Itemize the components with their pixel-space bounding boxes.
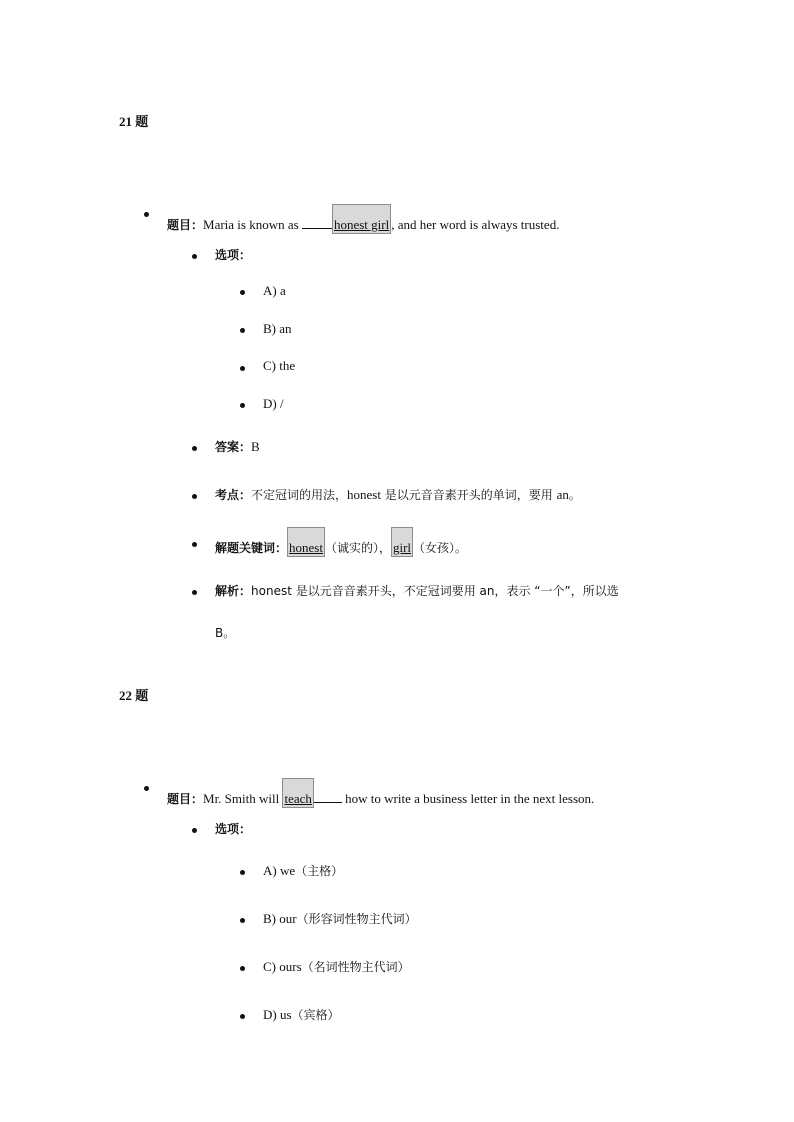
keywords-label: 解题关键词： [215, 541, 288, 555]
option-note: （宾格） [291, 1008, 340, 1022]
keywords-line [215, 527, 467, 557]
question-text-post: how to write a business letter in the next lesson. [341, 791, 595, 806]
question-text-pre: Maria is known as [203, 217, 302, 232]
question-text-post: , and her word is always trusted. [391, 217, 560, 232]
bullet [240, 328, 245, 333]
bullet [240, 366, 245, 371]
option-a [263, 862, 343, 879]
question-22-stem [167, 778, 594, 808]
bullet [240, 966, 245, 971]
option-b: B) an [263, 321, 292, 336]
question-21-stem [167, 204, 559, 234]
bullet [192, 494, 197, 499]
point-word: an [556, 487, 569, 502]
analysis-line [215, 582, 619, 599]
option-text: D) us [263, 1007, 292, 1022]
answer-value: B [251, 439, 260, 454]
point-text: 是以元音音素开头的单词，要用 [380, 488, 557, 502]
answer-label: 答案： [215, 440, 252, 454]
options-label: 选项： [215, 822, 252, 836]
question-label: 题目： [167, 792, 204, 806]
option-text: C) ours [263, 959, 302, 974]
bullet [240, 918, 245, 923]
bullet [192, 828, 197, 833]
question-label: 题目： [167, 218, 204, 232]
bullet [240, 870, 245, 875]
option-c: C) the [263, 358, 296, 373]
answer-line [215, 438, 260, 455]
option-text: A) we [263, 863, 296, 878]
option-a: A) a [263, 283, 286, 298]
option-note: （主格） [295, 864, 344, 878]
bullet [240, 1014, 245, 1019]
point-line [215, 486, 581, 503]
answer-blank [302, 218, 332, 229]
option-d: D) / [263, 396, 284, 411]
option-note: （形容词性物主代词） [296, 912, 417, 926]
bullet [192, 542, 197, 547]
question-text-pre: Mr. Smith will [203, 791, 283, 806]
option-note: （名词性物主代词） [301, 960, 410, 974]
option-b [263, 910, 417, 927]
bullet [192, 254, 197, 259]
highlight-honest: honest [287, 527, 325, 557]
analysis-continuation: B。 [215, 626, 236, 640]
options-label: 选项： [215, 248, 252, 262]
question-21-title: 21 题 [119, 114, 149, 129]
bullet [144, 212, 149, 217]
point-word: honest [347, 487, 381, 502]
highlight-honest-girl: honest girl [332, 204, 391, 234]
analysis-label: 解析： [215, 584, 252, 598]
highlight-girl: girl [391, 527, 413, 557]
point-text: 。 [568, 488, 581, 502]
keyword-note: （诚实的）， [324, 541, 391, 555]
bullet [192, 590, 197, 595]
highlight-teach: teach [282, 778, 313, 808]
bullet [240, 403, 245, 408]
analysis-text: honest 是以元音音素开头，不定冠词要用 an，表示 “一个”，所以选 [251, 584, 619, 598]
option-text: B) our [263, 911, 297, 926]
bullet [240, 290, 245, 295]
option-c [263, 958, 410, 975]
answer-blank [314, 792, 342, 803]
point-text: 不定冠词的用法， [251, 488, 348, 502]
option-d [263, 1006, 340, 1023]
keyword-note: （女孩）。 [413, 541, 468, 555]
question-22-title: 22 题 [119, 688, 149, 703]
bullet [144, 786, 149, 791]
bullet [192, 446, 197, 451]
point-label: 考点： [215, 488, 252, 502]
